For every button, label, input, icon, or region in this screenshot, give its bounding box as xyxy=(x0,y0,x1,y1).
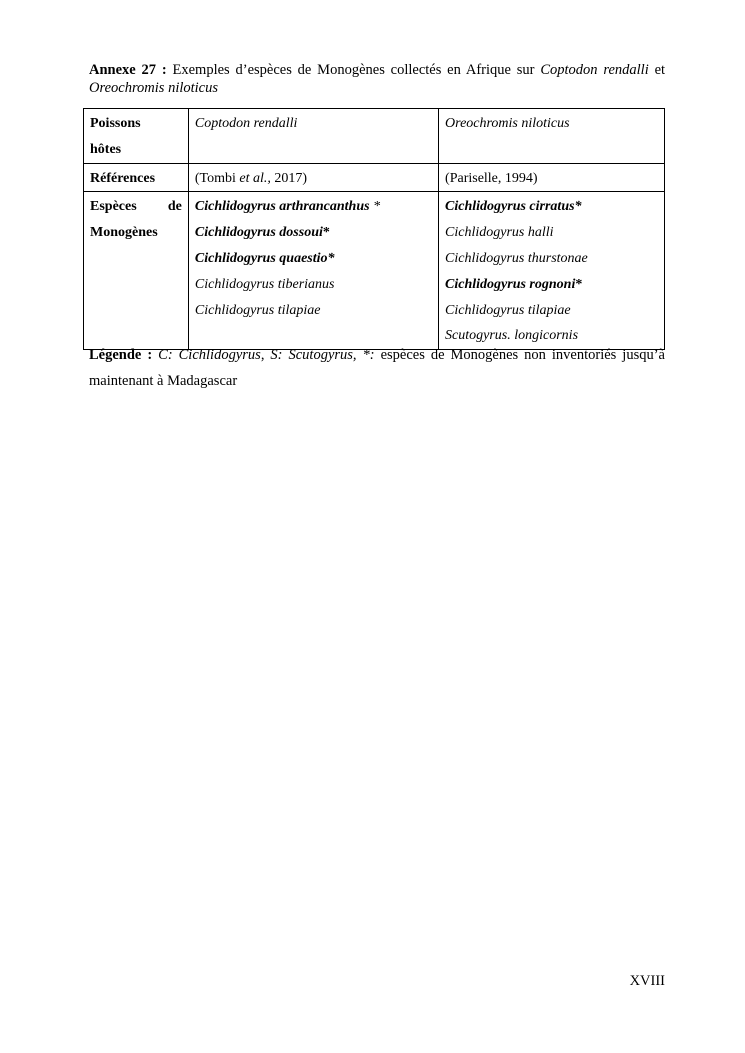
hosts-label-2: hôtes xyxy=(90,141,122,157)
host-oreochromis-cell: Oreochromis niloticus xyxy=(439,109,665,164)
reference-tombi-cell xyxy=(188,163,438,192)
references-label-cell: Références xyxy=(84,163,189,192)
list-item: Cichlidogyrus thurstonae xyxy=(445,250,588,266)
reference-pariselle-cell: (Pariselle, 1994) xyxy=(439,163,665,192)
caption-conjunction: et xyxy=(654,62,666,78)
annex-label: Annexe 27 : xyxy=(89,62,167,78)
species-coptodon-cell xyxy=(188,192,438,350)
list-item: Cichlidogyrus arthrancanthus * xyxy=(194,199,381,215)
table-row-references xyxy=(84,163,665,192)
species-label-line-1 xyxy=(90,194,182,220)
caption-species-2: Oreochromis niloticus xyxy=(89,80,219,96)
host-coptodon-cell: Coptodon rendalli xyxy=(188,109,438,164)
legend-item-2: S: Scutogyrus, *: xyxy=(270,347,375,363)
list-item: Cichlidogyrus tilapiae xyxy=(445,302,571,318)
legend-item-1: C: Cichlidogyrus xyxy=(158,347,261,363)
table-legend xyxy=(89,343,665,394)
monogenes-table xyxy=(83,108,665,350)
legend-label: Légende : xyxy=(89,347,153,363)
legend-sep: , xyxy=(260,347,265,363)
list-item: Cichlidogyrus quaestio* xyxy=(194,250,335,266)
species-label-a: Espèces xyxy=(90,199,137,215)
table-row-hosts xyxy=(84,109,665,164)
list-item: Cichlidogyrus dossoui* xyxy=(194,225,330,241)
ref-tombi-etal: et al., xyxy=(239,170,271,186)
species-label-line-2: Monogènes xyxy=(90,225,158,241)
list-item: Scutogyrus. longicornis xyxy=(445,328,579,344)
species-label-b: de xyxy=(167,199,182,215)
list-item: Cichlidogyrus halli xyxy=(445,225,554,241)
list-item: Cichlidogyrus tiberianus xyxy=(194,276,335,292)
ref-tombi-post: 2017) xyxy=(274,170,308,186)
hosts-label-1: Poissons xyxy=(90,116,141,131)
list-item: Cichlidogyrus cirratus* xyxy=(445,199,582,215)
list-item: Cichlidogyrus tilapiae xyxy=(194,302,321,318)
hosts-label-cell xyxy=(84,109,189,164)
table-row-species xyxy=(84,192,665,350)
species-oreochromis-cell xyxy=(439,192,665,350)
page-number: XVIII xyxy=(629,973,665,989)
species-label-cell xyxy=(84,192,189,350)
list-item: Cichlidogyrus rognoni* xyxy=(445,276,583,292)
caption-text: Exemples d’espèces de Monogènes collectés en Afrique sur xyxy=(172,62,535,78)
annex-caption xyxy=(89,61,665,97)
ref-tombi-pre: (Tombi xyxy=(194,170,236,186)
legend-text: espèces de Monogènes non inventoriés jusqu’à maintenant à Madagascar xyxy=(89,347,665,389)
caption-species-1: Coptodon rendalli xyxy=(540,62,649,78)
